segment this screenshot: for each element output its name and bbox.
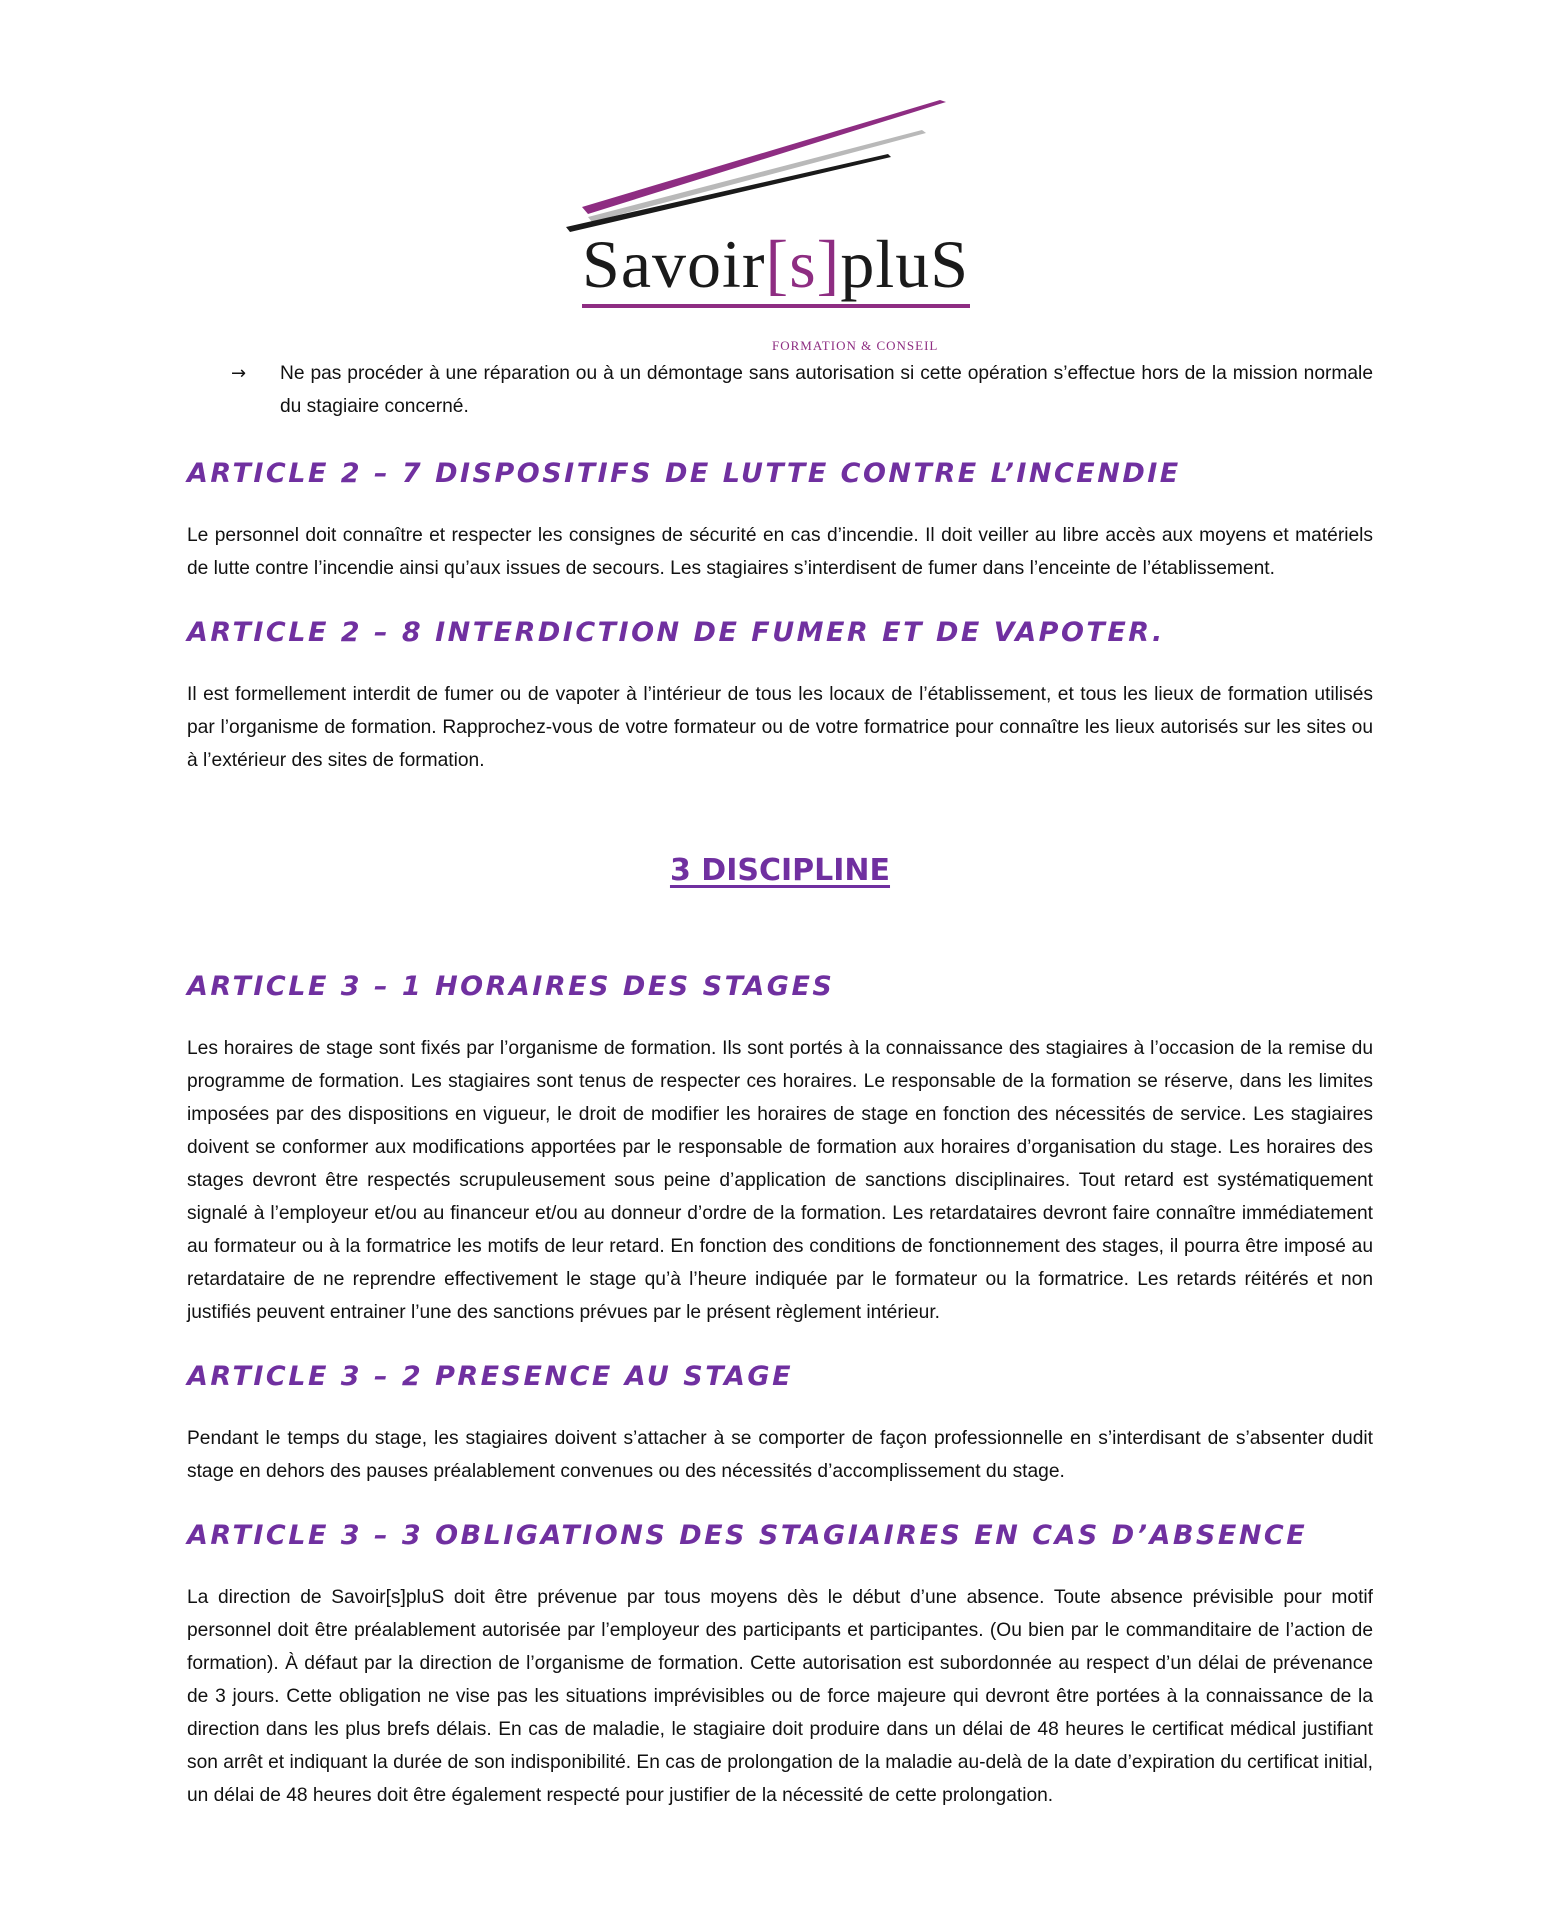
logo-swoosh-graphic: [560, 92, 990, 232]
bullet-text: Ne pas procéder à une réparation ou à un démontage sans autorisation si cette opération s’effectue hors de la mission normale du stagiaire concerné.: [280, 363, 1373, 417]
logo-word-mid: s: [789, 226, 817, 302]
logo-bracket-open: [: [765, 226, 790, 302]
right-arrow-icon: →: [231, 363, 247, 384]
article-heading: ARTICLE 3 – 1 HORAIRES DES STAGES: [187, 971, 835, 1002]
section-title: 3 DISCIPLINE: [669, 853, 891, 888]
logo-bracket-close: ]: [816, 226, 841, 302]
logo-underline: [582, 304, 970, 308]
article-heading: ARTICLE 3 – 3 OBLIGATIONS DES STAGIAIRES EN CAS D’ABSENCE: [187, 1520, 1308, 1551]
logo-wordmark: [582, 226, 970, 302]
logo-word-start: Savoir: [582, 226, 766, 302]
savoirsplus-logo: [560, 92, 990, 360]
article-body: Pendant le temps du stage, les stagiaires doivent s’attacher à se comporter de façon professionnelle en s’interdisant de s’absenter dudit stage en dehors des pauses préalablement convenues ou des nécessités d’accomplissement du stage.: [187, 1428, 1373, 1482]
logo-word-end: pluS: [840, 226, 970, 302]
document-body: [187, 357, 1373, 1812]
article-body: Le personnel doit connaître et respecter les consignes de sécurité en cas d’incendie. Il doit veiller au libre accès aux moyens et matériels de lutte contre l’incendie ainsi qu’aux issues de secours. Les stagiaires s’interdisent de fumer dans l’enceinte de l’établissement.: [187, 525, 1373, 579]
article-body: Il est formellement interdit de fumer ou de vapoter à l’intérieur de tous les locaux de l’établissement, et tous les lieux de formation utilisés par l’organisme de formation. Rapprochez-vous de votre formateur ou de votre formatrice pour connaître les lieux autorisés sur les sites ou à l’extérieur des sites de formation.: [187, 684, 1373, 771]
article-heading: ARTICLE 2 – 8 INTERDICTION DE FUMER ET DE VAPOTER.: [187, 617, 1165, 648]
article-heading: ARTICLE 3 – 2 PRESENCE AU STAGE: [187, 1361, 794, 1392]
article-heading: ARTICLE 2 – 7 DISPOSITIFS DE LUTTE CONTRE L’INCENDIE: [187, 458, 1181, 489]
bullet-item: [187, 357, 1373, 423]
article-body: La direction de Savoir[s]pluS doit être prévenue par tous moyens dès le début d’une absence. Toute absence prévisible pour motif personnel doit être préalablement autorisée par l’employeur des participants et participantes. (Ou bien par le commanditaire de l’action de formation). À défaut par la direction de l’organisme de formation. Cette autorisation est subordonnée au respect d’un délai de prévenance de 3 jours. Cette obligation ne vise pas les situations imprévisibles ou de force majeure qui devront être portées à la connaissance de la direction dans les plus brefs délais. En cas de maladie, le stagiaire doit produire dans un délai de 48 heures le certificat médical justifiant son arrêt et indiquant la durée de son indisponibilité. En cas de prolongation de la maladie au-delà de la date d’expiration du certificat initial, un délai de 48 heures doit être également respecté pour justifier de la nécessité de cette prolongation.: [187, 1587, 1373, 1806]
article-body: Les horaires de stage sont fixés par l’organisme de formation. Ils sont portés à la connaissance des stagiaires à l’occasion de la remise du programme de formation. Les stagiaires sont tenus de respecter ces horaires. Le responsable de la formation se réserve, dans les limites imposées par des dispositions en vigueur, le droit de modifier les horaires de stage en fonction des nécessités de service. Les stagiaires doivent se conformer aux modifications apportées par le responsable de formation aux horaires d’organisation du stage. Les horaires des stages devront être respectés scrupuleusement sous peine d’application de sanctions disciplinaires. Tout retard est systématiquement signalé à l’employeur et/ou au financeur et/ou au donneur d’ordre de la formation. Les retardataires devront faire connaître immédiatement au formateur ou à la formatrice les motifs de leur retard. En fonction des conditions de fonctionnement des stages, il pourra être imposé au retardataire de ne reprendre effectivement le stage qu’à l’heure indiquée par le formateur ou la formatrice. Les retards réitérés et non justifiés peuvent entrainer l’une des sanctions prévues par le présent règlement intérieur.: [187, 1038, 1373, 1323]
logo-tagline: FORMATION & CONSEIL: [772, 338, 939, 353]
